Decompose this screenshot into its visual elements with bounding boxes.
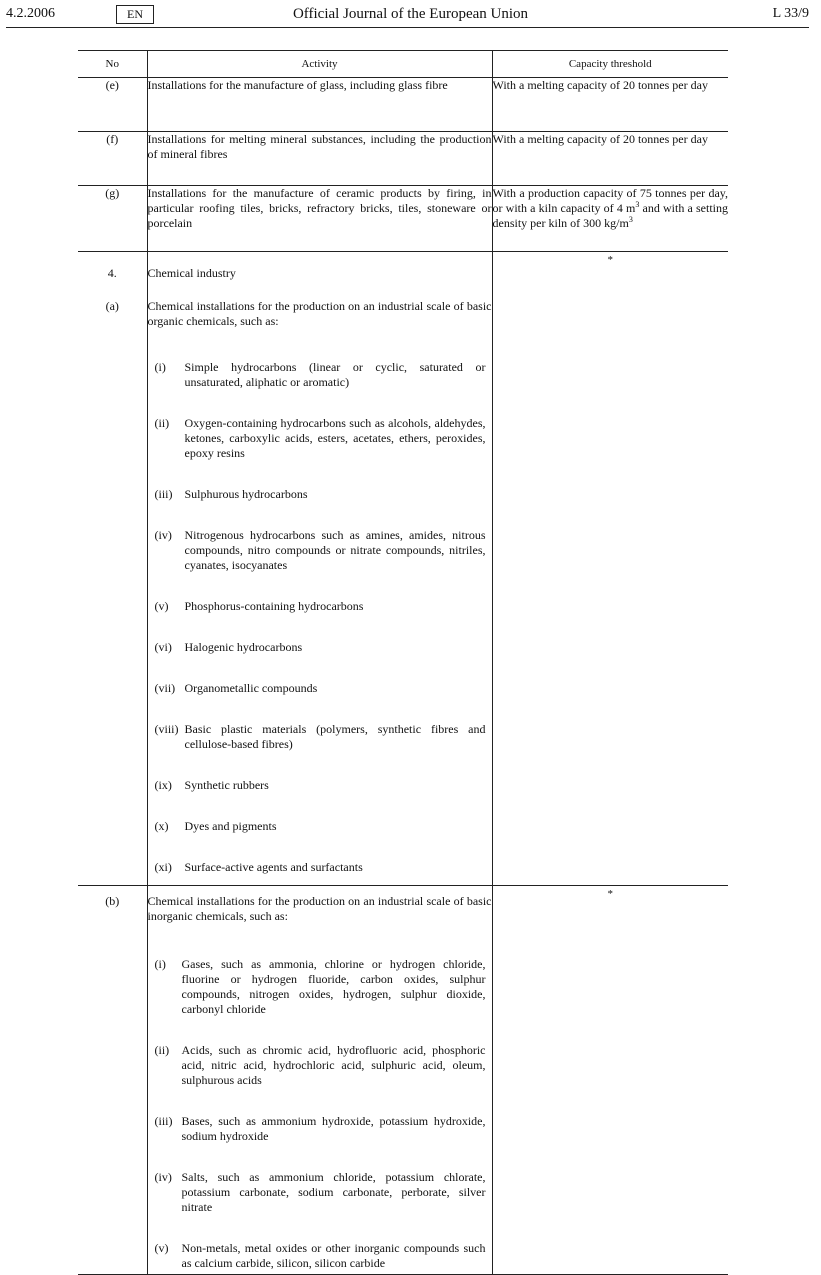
list-item-number: (v)	[154, 598, 169, 613]
list-item-text: Surface-active agents and surfactants	[184, 859, 363, 874]
group-b-intro: Chemical installations for the production on an industrial scale of basic inorganic chemicals, such as:	[147, 886, 492, 936]
list-item-text: Oxygen-containing hydrocarbons such as alcohols, aldehydes, ketones, carboxylic acids, esters, acetates, ethers, peroxides, epoxy resins	[184, 415, 486, 460]
list-item-number: (ix)	[154, 777, 172, 792]
list-item-text: Simple hydrocarbons (linear or cyclic, saturated or unsaturated, aliphatic or aromatic)	[184, 359, 486, 389]
list-item-text: Acids, such as chromic acid, hydrofluoric acid, phosphoric acid, nitric acid, hydrochloric acid, sulphuric acid, oleum, sulphurous acids	[181, 1042, 486, 1087]
row-activity: Installations for the manufacture of ceramic products by firing, in particular roofing tiles, bricks, refractory bricks, tiles, stoneware or porcelain	[147, 186, 492, 252]
table-row	[78, 78, 728, 132]
list-item-text: Basic plastic materials (polymers, synthetic fibres and cellulose-based fibres)	[184, 721, 486, 751]
list-item-text: Salts, such as ammonium chloride, potassium chlorate, potassium carbonate, sodium carbonate, perborate, silver nitrate	[181, 1169, 486, 1214]
table-header-row	[78, 51, 728, 78]
list-item-text: Bases, such as ammonium hydroxide, potassium hydroxide, sodium hydroxide	[181, 1113, 486, 1143]
row-capacity	[492, 186, 728, 252]
capacity-superscript-1: 3	[635, 200, 640, 209]
capacity-asterisk: *	[607, 254, 613, 266]
list-item-number: (iv)	[154, 527, 172, 542]
journal-title: Official Journal of the European Union	[292, 6, 529, 22]
capacity-text-part2: and with a setting density per kiln of 300 kg/m	[492, 201, 728, 230]
list-item-number: (xi)	[154, 859, 172, 874]
list-item-text: Phosphorus-containing hydrocarbons	[184, 598, 364, 613]
group-a-intro: Chemical installations for the production on an industrial scale of basic organic chemicals, such as:	[147, 291, 492, 339]
row-capacity: With a melting capacity of 20 tonnes per day	[492, 132, 728, 186]
list-item-text: Sulphurous hydrocarbons	[184, 486, 308, 501]
row-number: (e)	[78, 78, 147, 132]
list-item-text: Dyes and pigments	[184, 818, 277, 833]
list-item-text: Synthetic rubbers	[184, 777, 269, 792]
list-item-number: (iv)	[154, 1169, 172, 1184]
capacity-text-part1: With a production capacity of 75 tonnes per day, or with a kiln capacity of 4 m	[492, 186, 728, 215]
row-number: (f)	[78, 132, 147, 186]
group-a-capacity	[492, 252, 728, 886]
group-b-capacity	[492, 886, 728, 1275]
column-header-capacity: Capacity threshold	[492, 51, 728, 78]
language-badge: EN	[116, 5, 154, 24]
section-number: 4.	[107, 266, 117, 280]
publication-date: 4.2.2006	[6, 6, 55, 21]
list-item-number: (viii)	[154, 721, 179, 736]
page-header	[0, 0, 821, 26]
row-capacity: With a melting capacity of 20 tonnes per day	[492, 78, 728, 132]
row-activity: Installations for the manufacture of glass, including glass fibre	[147, 78, 492, 132]
group-b-intro-row	[78, 886, 728, 936]
list-item-number: (vi)	[154, 639, 172, 654]
section-heading-row	[78, 252, 728, 291]
list-item-text: Nitrogenous hydrocarbons such as amines, amides, nitrous compounds, nitro compounds or nitrate compounds, nitriles, cyanates, isocyanates	[184, 527, 486, 572]
group-b-number: (b)	[105, 894, 120, 908]
row-activity: Installations for melting mineral substances, including the production of mineral fibres	[147, 132, 492, 186]
list-item-text: Halogenic hydrocarbons	[184, 639, 303, 654]
list-item-number: (vii)	[154, 680, 176, 695]
list-item-text: Gases, such as ammonia, chlorine or hydrogen chloride, fluorine or hydrogen fluoride, carbon oxides, sulphur compounds, nitrogen oxides, hydrogen, sulphur dioxide, carbonyl chloride	[181, 956, 486, 1016]
header-rule	[6, 27, 809, 28]
column-header-no: No	[78, 51, 147, 78]
row-number: (g)	[78, 186, 147, 252]
table-row	[78, 186, 728, 252]
capacity-asterisk: *	[607, 888, 613, 900]
list-item-number: (i)	[154, 359, 166, 374]
list-item-number: (ii)	[154, 1042, 170, 1057]
group-a-number: (a)	[105, 298, 119, 313]
table-row	[78, 132, 728, 186]
section-title: Chemical industry	[147, 252, 492, 291]
activities-table	[78, 50, 728, 1275]
capacity-superscript-2: 3	[628, 215, 633, 224]
list-item-number: (v)	[154, 1240, 169, 1255]
list-item-number: (iii)	[154, 1113, 173, 1128]
column-header-activity: Activity	[147, 51, 492, 78]
list-item-number: (iii)	[154, 486, 173, 501]
list-item-number: (ii)	[154, 415, 170, 430]
list-item-number: (x)	[154, 818, 169, 833]
page-reference: L 33/9	[772, 6, 809, 21]
list-item-number: (i)	[154, 956, 166, 971]
list-item-text: Organometallic compounds	[184, 680, 318, 695]
list-item-text: Non-metals, metal oxides or other inorganic compounds such as calcium carbide, silicon, silicon carbide	[181, 1240, 486, 1270]
